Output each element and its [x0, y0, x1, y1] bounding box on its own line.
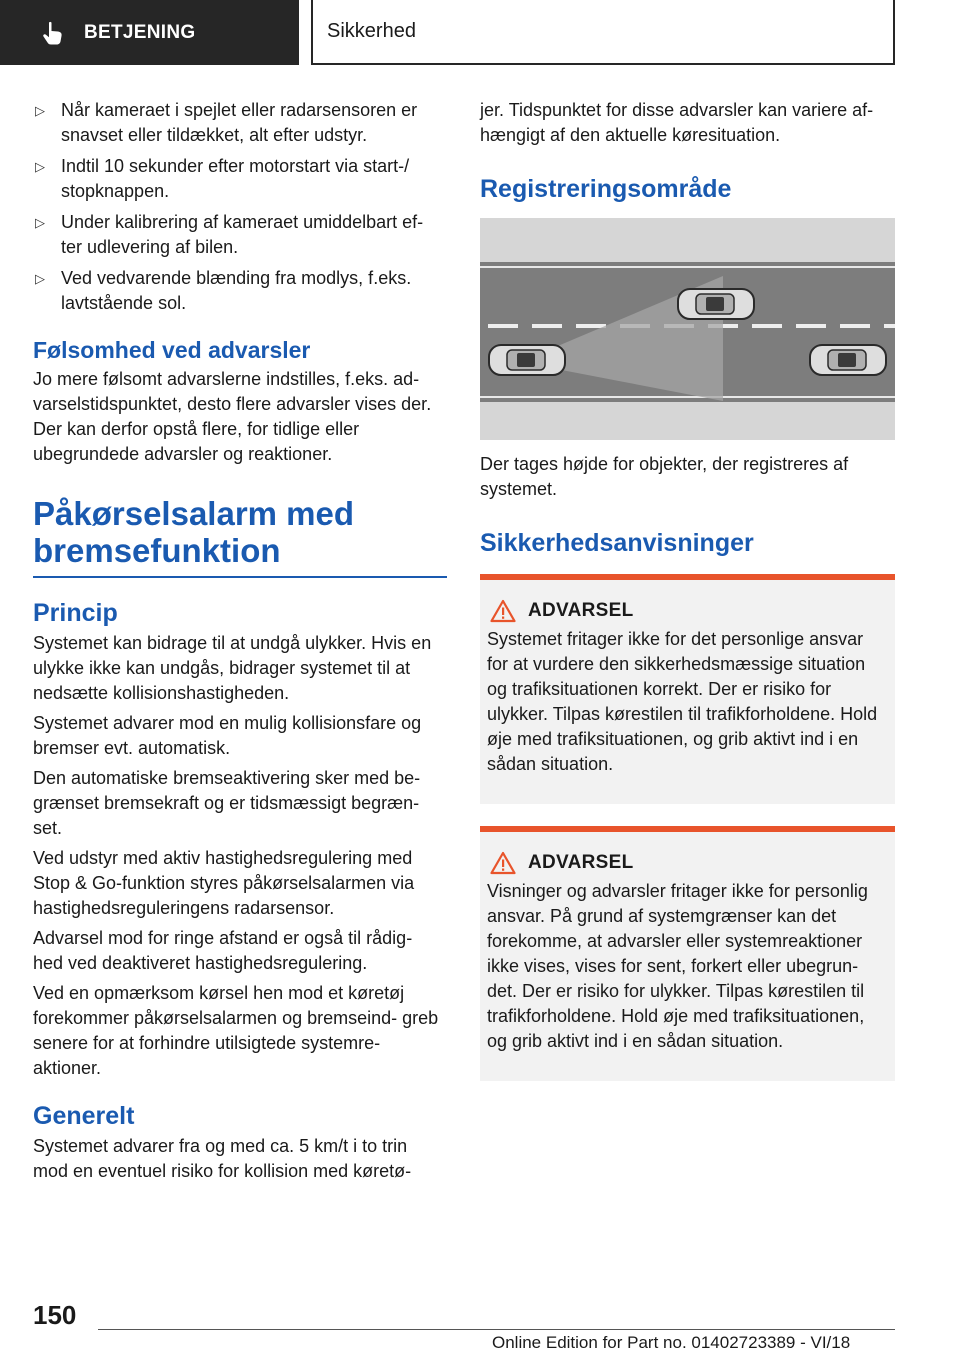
general-heading: Generelt	[33, 1102, 135, 1130]
car-icon	[489, 345, 565, 375]
sensitivity-heading: Følsomhed ved advarsler	[33, 337, 311, 363]
principle-heading: Princip	[33, 599, 118, 627]
warning-text: Systemet fritager ikke for det personlige ansvar for at vurdere den sikkerhedsmæssige situation og trafiksituationen korrekt. Der er risiko for ulykker. Tilpas kørestilen til trafikforholdene. Hold øje med trafiksituationen, og grib aktivt ind i en sådan situation.	[487, 629, 878, 774]
principle-paragraph: Advarsel mod for ringe afstand er også til rådig- hed ved deaktiveret hastighedsregulering.	[33, 928, 413, 973]
warning-triangle-icon	[490, 851, 516, 875]
continued-text: jer. Tidspunktet for disse advarsler kan variere af- hængigt af den aktuelle køresituation.	[480, 100, 874, 145]
sensitivity-text: Jo mere følsomt advarslerne indstilles, f.eks. ad- varselstidspunktet, desto flere advarsler vises der. Der kan derfor opstå flere, for tidlige eller ubegrundede advarsler og reaktioner.	[33, 369, 432, 464]
warning-box	[480, 826, 895, 1081]
section-tab	[0, 0, 299, 65]
edition-text: Online Edition for Part no. 01402723389 - VI/18	[492, 1333, 851, 1352]
principle-paragraph: Ved udstyr med aktiv hastighedsregulering med Stop & Go-funktion styres påkørselsalarmen via hastighedsreguleringens radarsensor.	[33, 848, 415, 918]
section-label: BETJENING	[84, 21, 196, 43]
area-heading: Registreringsområde	[480, 175, 732, 203]
principle-paragraph: Ved en opmærksom kørsel hen mod et køretøj forekommer påkørselsalarmen og bremseind- greb senere for at forhindre utilsigtede systemre- aktioner.	[33, 983, 439, 1078]
list-item: ▷ Under kalibrering af kameraet umiddelbart ef- ter udlevering af bilen.	[35, 212, 424, 257]
figure-caption: Der tages højde for objekter, der registreres af systemet.	[480, 454, 849, 499]
warning-triangle-icon	[490, 599, 516, 623]
detection-area-illustration	[480, 218, 895, 440]
footer-divider	[98, 1329, 895, 1330]
list-item: ▷ Indtil 10 sekunder efter motorstart via start-/ stopknappen.	[35, 156, 410, 201]
triangle-right-icon: ▷	[35, 215, 45, 230]
list-item: ▷ Når kameraet i spejlet eller radarsensoren er snavset eller tildækket, alt efter udstyr.	[35, 100, 418, 145]
chapter-label: Sikkerhed	[327, 20, 416, 42]
chapter-tab	[311, 0, 895, 65]
warning-box	[480, 574, 895, 804]
triangle-right-icon: ▷	[35, 159, 45, 174]
main-heading: Påkørselsalarm med bremsefunktion	[33, 495, 447, 578]
safety-heading: Sikkerhedsanvisninger	[480, 529, 754, 557]
triangle-right-icon: ▷	[35, 271, 45, 286]
warning-title: ADVARSEL	[528, 852, 634, 873]
page-number: 150	[33, 1300, 77, 1330]
principle-paragraph: Den automatiske bremseaktivering sker med be- grænset bremsekraft og er tidsmæssigt begræn- set.	[33, 768, 421, 838]
right-column	[480, 98, 895, 1081]
triangle-right-icon: ▷	[35, 103, 45, 118]
list-item: ▷ Ved vedvarende blænding fra modlys, f.eks. lavtstående sol.	[35, 268, 412, 313]
condition-list	[33, 98, 447, 316]
general-text: Systemet advarer fra og med ca. 5 km/t i to trin mod en eventuel risiko for kollision med køretø-	[33, 1136, 412, 1181]
principle-paragraph: Systemet advarer mod en mulig kollisionsfare og bremser evt. automatisk.	[33, 713, 422, 758]
warning-text: Visninger og advarsler fritager ikke for personlig ansvar. På grund af systemgrænser kan det forekomme, at advarsler eller systemreaktioner ikke vises, vises for sent, forkert eller ubegrun- det. Der er risiko for ulykker. Tilpas kørestilen til trafikforholdene. Hold øje med trafiksituationen, og grib aktivt ind i en sådan situation.	[487, 881, 868, 1051]
warning-title: ADVARSEL	[528, 600, 634, 621]
left-column	[33, 98, 447, 1189]
hand-icon	[40, 20, 66, 46]
car-icon	[810, 345, 886, 375]
car-icon	[678, 289, 754, 319]
principle-paragraph: Systemet kan bidrage til at undgå ulykker. Hvis en ulykke ikke kan undgås, bidrager systemet til at nedsætte kollisionshastigheden.	[33, 633, 432, 703]
